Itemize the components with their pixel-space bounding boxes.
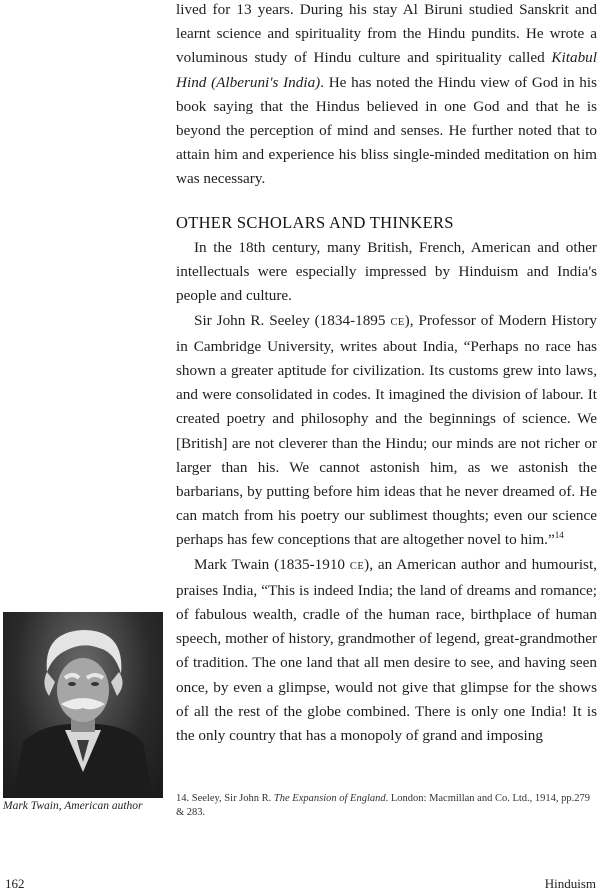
portrait-photo bbox=[3, 612, 163, 798]
body-text: lived for 13 years. During his stay Al Biruni studied Sanskrit and learnt science and spirituality from the Hindu pundits. He wrote a voluminous study of Hindu culture and spirituality called Kitabul Hind (Alberuni's India). He has noted the Hindu view of God in his book saying that the Hindus believed in one God and that he is beyond the perception of mind and senses. He further noted that to attain him and experience his bliss single-minded meditation on him was necessary. bbox=[176, 1, 597, 188]
footnote: 14. Seeley, Sir John R. The Expansion of England. London: Macmillan and Co. Ltd., 1914, pp.279 & 283. bbox=[176, 793, 591, 818]
running-footer: Hinduism bbox=[544, 876, 596, 891]
section-heading: OTHER SCHOLARS AND THINKERS bbox=[176, 213, 454, 232]
footnote-ref: 14 bbox=[554, 530, 564, 541]
paragraph-seeley: Sir John R. Seeley (1834-1895 CE), Professor of Modern History in Cambridge University, writes about India, “Perhaps no race has shown a greater aptitude for civilization. Its customs grew into laws, and were consolidated in codes. It imagined the division of labour. It created poetry and philosophy and the beginnings of science. We [British] are not cleverer than the Hindu; our minds are not richer or larger than his. We cannot astonish him, as we astonish the barbarians, by putting before him ideas that he never dreamed of. He can match from his poetry our sublimest thoughts; even our science perhaps has few conceptions that are altogether novel to him.”$^{14}$ bbox=[176, 311, 597, 549]
paragraph-twain: Mark Twain (1835-1910 CE), an American author and humourist, praises India, “This is indeed India; the land of dreams and romance; of fabulous wealth, cradle of the human race, birthplace of human speech, mother of history, grandmother of legend, great-grandmother of tradition. The one land that all men desire to see, and having seen once, by even a glimpse, would not give that glimpse for the shows of all the rest of the globe combined. There is only one India! It is the only country that has a monopoly of grand and imposing bbox=[176, 555, 597, 745]
paragraph-al-biruni bbox=[176, 0, 597, 192]
main-column bbox=[176, 236, 597, 748]
book-title: Kitabul Hind (Alberuni's India) bbox=[176, 49, 597, 91]
page-number: 162 bbox=[5, 876, 25, 891]
paragraph-intellectuals: In the 18th century, many British, French, American and other intellectuals were especially impressed by Hinduism and India's people and culture. bbox=[176, 239, 597, 305]
photo-caption: Mark Twain, American author bbox=[3, 800, 143, 812]
